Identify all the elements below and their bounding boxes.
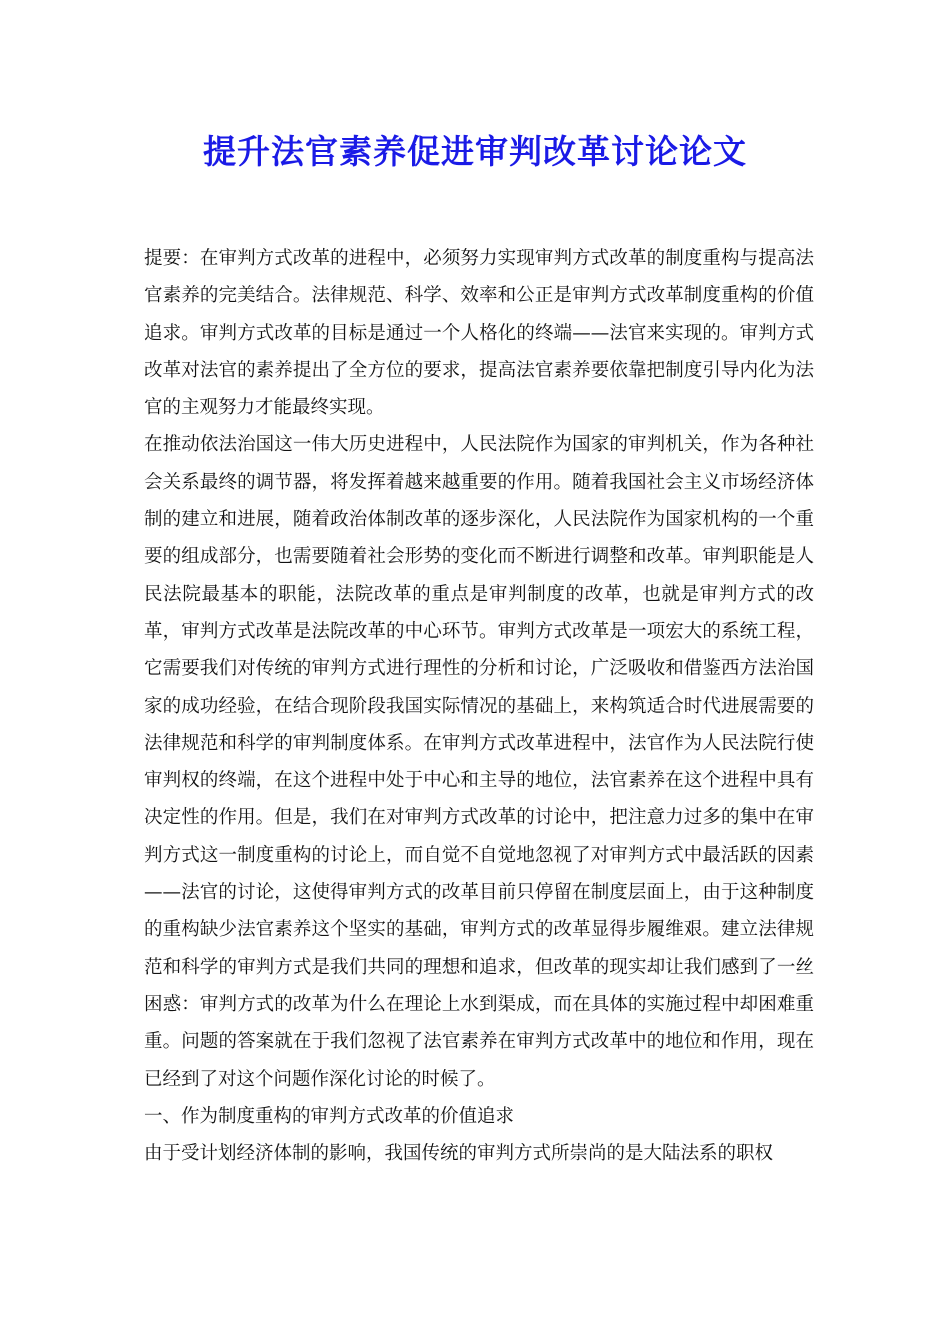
body-paragraph: 由于受计划经济体制的影响，我国传统的审判方式所崇尚的是大陆法系的职权 [144,1143,774,1165]
body-paragraph: 在推动依法治国这一伟大历史进程中，人民法院作为国家的审判机关，作为各种社会关系最终的调节器，将发挥着越来越重要的作用。随着我国社会主义市场经济体制的建立和进展，随着政治体制改革的逐步深化，人民法院作为国家机构的一个重要的组成部分，也需要随着社会形势的变化而不断进行调整和改革。审判职能是人民法院最基本的职能，法院改革的重点是审判制度的改革，也就是审判方式的改革，审判方式改革是法院改革的中心环节。审判方式改革是一项宏大的系统工程，它需要我们对传统的审判方式进行理性的分析和讨论，广泛吸收和借鉴西方法治国家的成功经验，在结合现阶段我国实际情况的基础上，来构筑适合时代进展需要的法律规范和科学的审判制度体系。在审判方式改革进程中，法官作为人民法院行使审判权的终端，在这个进程中处于中心和主导的地位，法官素养在这个进程中具有决定性的作用。但是，我们在对审判方式改革的讨论中，把注意力过多的集中在审判方式这一制度重构的讨论上，而自觉不自觉地忽视了对审判方式中最活跃的因素——法官的讨论，这使得审判方式的改革目前只停留在制度层面上，由于这种制度的重构缺少法官素养这个坚实的基础，审判方式的改革显得步履维艰。建立法律规范和科学的审判方式是我们共同的理想和追求，但改革的现实却让我们感到了一丝困惑：审判方式的改革为什么在理论上水到渠成，而在具体的实施过程中却困难重重。问题的答案就在于我们忽视了法官素养在审判方式改革中的地位和作用，现在已经到了对这个问题作深化讨论的时候了。 [144,434,814,1090]
document-body [144,240,814,1172]
section-heading: 一、作为制度重构的审判方式改革的价值追求 [144,1105,515,1127]
abstract-paragraph: 提要：在审判方式改革的进程中，必须努力实现审判方式改革的制度重构与提高法官素养的完美结合。法律规范、科学、效率和公正是审判方式改革制度重构的价值追求。审判方式改革的目标是通过一个人格化的终端——法官来实现的。审判方式改革对法官的素养提出了全方位的要求，提高法官素养要依靠把制度引导内化为法官的主观努力才能最终实现。 [144,248,814,419]
document-title: 提升法官素养促进审判改革讨论论文 [203,132,747,171]
